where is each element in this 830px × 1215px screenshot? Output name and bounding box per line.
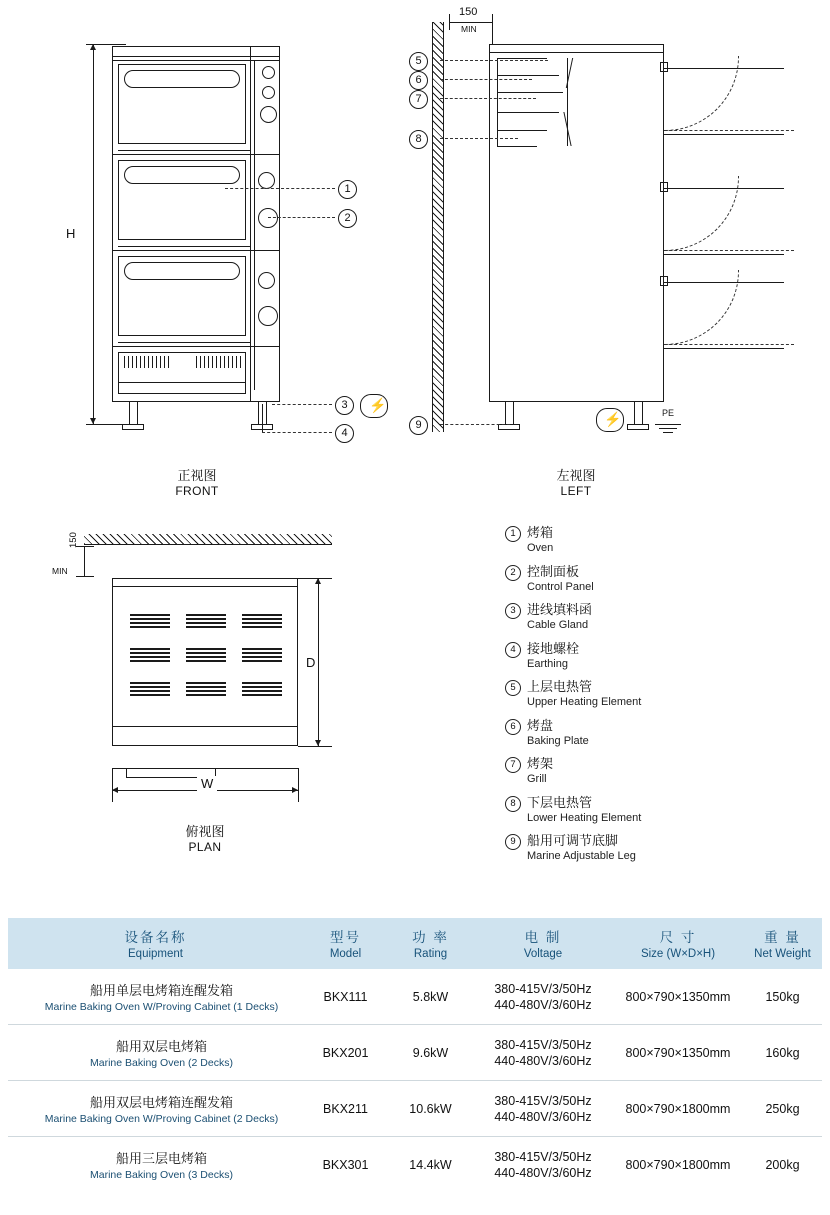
legend-label-cn-8: 下层电热管 [527, 794, 593, 810]
front-view-caption-en: FRONT [175, 484, 219, 498]
row-model: BKX111 [303, 969, 388, 1025]
legend-item-9 [505, 833, 815, 863]
header-model [303, 918, 388, 969]
legend-label-en-1: Oven [527, 542, 554, 554]
row-equipment-en: Marine Baking Oven W/Proving Cabinet (2 Decks) [44, 1113, 279, 1125]
row-equipment-en: Marine Baking Oven W/Proving Cabinet (1 Decks) [44, 1001, 279, 1013]
bulkhead-hatching [432, 22, 443, 432]
table-row [8, 1025, 822, 1081]
legend-label-en-9: Marine Adjustable Leg [527, 850, 636, 862]
table-row [8, 1137, 822, 1193]
oven-body-plan [112, 578, 298, 746]
control-knob-4[interactable] [258, 172, 275, 189]
legend-label-en-2: Control Panel [527, 580, 594, 593]
legend-label-cn-3: 进线填料函 [527, 602, 593, 617]
control-knob-3[interactable] [260, 106, 277, 123]
legend-item-6 [505, 718, 815, 748]
row-model: BKX301 [322, 1157, 369, 1172]
header-model-en: Model [329, 948, 362, 960]
row-equipment-cn: 船用单层电烤箱连醒发箱 [89, 983, 233, 998]
dim-height-label: H [66, 226, 76, 241]
legend-number-8: 8 [505, 796, 521, 812]
row-equipment [8, 1137, 303, 1193]
header-weight [743, 918, 822, 969]
row-voltage [473, 1081, 613, 1137]
row-model: BKX211 [303, 1081, 388, 1137]
legend-label-cn-9: 船用可调节底脚 [527, 833, 619, 848]
control-knob-7[interactable] [258, 306, 278, 326]
legend-label-en-5: Upper Heating Element [527, 696, 642, 708]
legend-number-6: 6 [505, 719, 521, 735]
header-model-cn: 型号 [330, 930, 361, 945]
callout-1: 1 [338, 180, 357, 199]
row-voltage [473, 1025, 613, 1081]
header-size-cn: 尺 寸 [659, 930, 697, 945]
front-view-caption-cn: 正视图 [177, 468, 217, 483]
legend-item-1 [505, 525, 815, 555]
row-equipment [8, 969, 303, 1025]
control-knob-6[interactable] [258, 272, 275, 289]
legend-label-cn-2: 控制面板 [527, 563, 580, 579]
header-rating-en: Rating [413, 948, 448, 960]
table-row [8, 1081, 822, 1137]
header-equipment-cn: 设备名称 [124, 930, 187, 945]
control-knob-2[interactable] [262, 86, 275, 99]
header-voltage-cn: 电 制 [524, 930, 562, 945]
lightning-icon: ⚡ [369, 397, 387, 413]
callout-6: 6 [409, 71, 428, 90]
header-equipment-en: Equipment [128, 948, 183, 960]
legend-label-en-3: Cable Gland [527, 619, 589, 631]
row-voltage-2: 440-480V/3/60Hz [494, 997, 592, 1012]
plan-view-caption-en: PLAN [188, 840, 222, 854]
front-view-caption [132, 468, 262, 499]
callout-9: 9 [409, 416, 428, 435]
legend-number-7: 7 [505, 757, 521, 773]
callout-4: 4 [335, 424, 354, 443]
pe-terminal: PE [662, 408, 675, 418]
callout-2: 2 [338, 209, 357, 228]
legend-number-2: 2 [505, 565, 521, 581]
row-voltage-2: 440-480V/3/60Hz [494, 1165, 592, 1180]
row-voltage-2: 440-480V/3/60Hz [494, 1109, 592, 1124]
table-header-row [8, 918, 822, 969]
row-weight: 250kg [743, 1081, 822, 1137]
row-equipment-en: Marine Baking Oven (3 Decks) [90, 1169, 233, 1181]
legend-item-3 [505, 602, 815, 632]
legend-number-3: 3 [505, 603, 521, 619]
clearance-top-value: 150 [459, 6, 478, 18]
row-equipment-cn: 船用三层电烤箱 [115, 1151, 207, 1166]
dim-depth-label: D [306, 655, 316, 670]
callout-8: 8 [409, 130, 428, 149]
row-weight: 160kg [743, 1025, 822, 1081]
row-equipment-cn: 船用双层电烤箱连醒发箱 [89, 1095, 233, 1110]
callout-7: 7 [409, 90, 428, 109]
clearance-top-min: MIN [461, 24, 477, 34]
plan-view-caption [140, 824, 270, 855]
row-size: 800×790×1800mm [613, 1081, 743, 1137]
header-size [613, 918, 743, 969]
row-voltage-1: 380-415V/3/50Hz [494, 1037, 592, 1052]
row-weight: 150kg [743, 969, 822, 1025]
left-view-caption-cn: 左视图 [556, 468, 596, 483]
plan-bulkhead-hatching [84, 534, 332, 544]
row-size: 800×790×1350mm [613, 969, 743, 1025]
row-voltage-1: 380-415V/3/50Hz [494, 1149, 592, 1164]
left-view-caption [511, 468, 641, 499]
plan-clearance-value: 150 [68, 532, 79, 548]
legend-number-4: 4 [505, 642, 521, 658]
row-rating: 9.6kW [388, 1025, 473, 1081]
legend-item-5 [505, 679, 815, 709]
row-equipment [8, 1025, 303, 1081]
legend-item-8 [505, 795, 815, 825]
header-voltage [473, 918, 613, 969]
row-rating: 14.4kW [409, 1157, 452, 1172]
row-size: 800×790×1350mm [613, 1025, 743, 1081]
legend-list [505, 525, 815, 872]
row-voltage-1: 380-415V/3/50Hz [494, 981, 592, 996]
row-voltage [473, 969, 613, 1025]
legend-label-cn-1: 烤箱 [527, 525, 554, 540]
adjustable-leg-front-left [122, 424, 144, 430]
row-equipment-en: Marine Baking Oven (2 Decks) [90, 1057, 233, 1069]
lightning-icon-left: ⚡ [604, 411, 622, 427]
legend-label-en-6: Baking Plate [527, 734, 589, 747]
legend-label-en-8: Lower Heating Element [527, 811, 642, 824]
header-rating-cn: 功 率 [412, 930, 449, 945]
row-voltage-1: 380-415V/3/50Hz [494, 1093, 592, 1108]
row-rating: 10.6kW [388, 1081, 473, 1137]
header-rating [388, 918, 473, 969]
legend-label-cn-4: 接地螺栓 [527, 640, 580, 656]
header-weight-cn: 重 量 [764, 930, 801, 945]
control-knob-1[interactable] [262, 66, 275, 79]
legend-item-4 [505, 641, 815, 671]
row-model: BKX201 [303, 1025, 388, 1081]
legend-item-7 [505, 756, 815, 786]
header-voltage-en: Voltage [523, 948, 563, 960]
legend-item-2 [505, 564, 815, 594]
row-size: 800×790×1800mm [625, 1157, 731, 1172]
row-equipment [8, 1081, 303, 1137]
legend-number-1: 1 [505, 526, 521, 542]
row-voltage-2: 440-480V/3/60Hz [494, 1053, 592, 1068]
header-weight-en: Net Weight [754, 948, 811, 960]
specification-table [8, 918, 822, 1192]
callout-5: 5 [409, 52, 428, 71]
left-view-caption-en: LEFT [560, 484, 592, 498]
plan-view-caption-cn: 俯视图 [185, 824, 225, 839]
row-equipment-cn: 船用双层电烤箱 [115, 1039, 207, 1054]
header-equipment [8, 918, 303, 969]
legend-label-en-7: Grill [527, 773, 547, 785]
row-weight: 200kg [765, 1157, 800, 1172]
legend-label-cn-6: 烤盘 [527, 717, 554, 733]
legend-label-cn-7: 烤架 [527, 756, 554, 771]
table-row [8, 969, 822, 1025]
legend-label-cn-5: 上层电热管 [527, 679, 593, 694]
dim-width-label: W [197, 776, 217, 791]
row-voltage [473, 1137, 613, 1193]
legend-label-en-4: Earthing [527, 657, 568, 670]
legend-number-9: 9 [505, 834, 521, 850]
callout-3: 3 [335, 396, 354, 415]
adjustable-leg-left-rear [627, 424, 649, 430]
legend-number-5: 5 [505, 680, 521, 696]
plan-clearance-min: MIN [52, 566, 68, 576]
control-knob-5[interactable] [258, 208, 278, 228]
header-size-en: Size (W×D×H) [640, 948, 716, 960]
row-rating: 5.8kW [388, 969, 473, 1025]
